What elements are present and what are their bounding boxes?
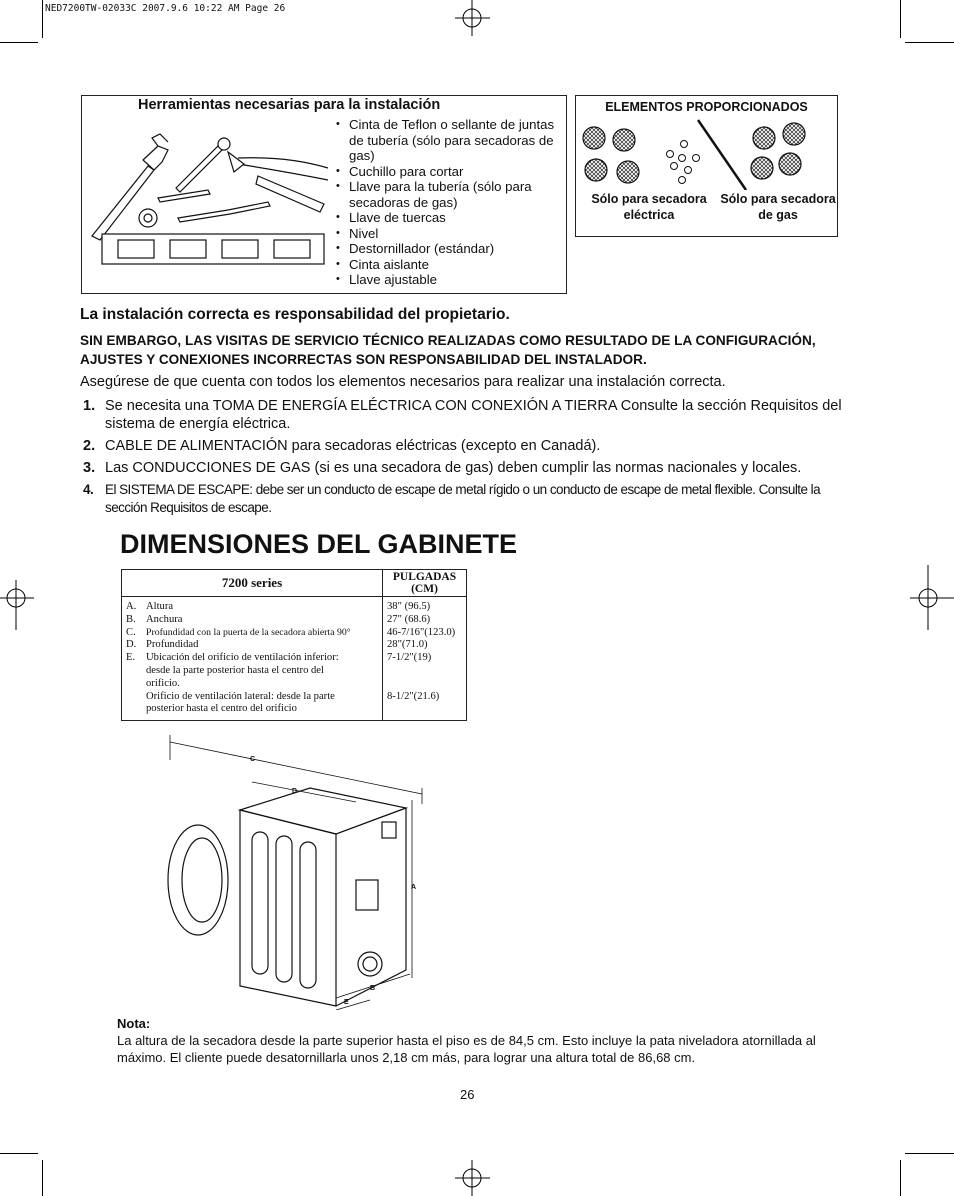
page-number: 26 <box>460 1087 475 1102</box>
tools-list-item: • Cinta aislante <box>336 257 556 273</box>
electric-only-label: Sólo para secadora eléctrica <box>591 192 707 222</box>
step-text: Las CONDUCCIONES DE GAS (si es una secadora de gas) deben cumplir las normas nacionales y locales. <box>105 460 802 476</box>
note-text: La altura de la secadora desde la parte superior hasta el piso es de 84,5 cm. Esto incluye la pata niveladora atornillada al máximo. El cliente puede desatornillarla unos 2,18 cm más, para lograr una altura total de 86,68 cm. <box>117 1033 816 1065</box>
tools-list-item: • Llave ajustable <box>336 272 556 288</box>
dimension-row: D. Profundidad <box>126 639 199 651</box>
step-item <box>83 459 863 477</box>
step-number: 1. <box>83 398 96 414</box>
step-number: 4. <box>83 482 94 497</box>
tools-illustration <box>88 128 333 278</box>
dimension-row: B. Anchura <box>126 613 183 625</box>
tools-list <box>336 117 556 288</box>
supplied-parts-illustration <box>578 118 836 190</box>
dimension-value: 27" (68.6) <box>387 613 431 625</box>
step-text: CABLE DE ALIMENTACIÓN para secadoras eléctricas (excepto en Canadá). <box>105 438 601 454</box>
tools-list-item: • Destornillador (estándar) <box>336 241 556 257</box>
installer-warning: SIN EMBARGO, LAS VISITAS DE SERVICIO TÉCNICO REALIZADAS COMO RESULTADO DE LA CONFIGURACIÓN, AJUSTES Y CONEXIONES INCORRECTAS SON RESPONSABILIDAD DEL INSTALADOR. <box>80 333 816 367</box>
steps-list <box>83 397 863 521</box>
step-text: Se necesita una TOMA DE ENERGÍA ELÉCTRICA CON CONEXIÓN A TIERRA Consulte la sección Requisitos del sistema de energía eléctrica. <box>105 398 842 432</box>
dimension-value: 46-7/16"(123.0) <box>387 626 456 638</box>
supplied-title: ELEMENTOS PROPORCIONADOS <box>605 100 808 114</box>
units-header: PULGADAS (CM) <box>383 570 467 597</box>
tools-list-item: • Llave para la tubería (sólo para secadoras de gas) <box>336 179 556 210</box>
tools-list-item: • Cuchillo para cortar <box>336 164 556 180</box>
dimension-row: C. Profundidad con la puerta de la secadora abierta 90° <box>126 626 351 638</box>
dimension-labels <box>122 597 383 721</box>
step-number: 3. <box>83 460 96 476</box>
diagram-label-c: C <box>250 756 256 763</box>
dimension-value: 28"(71.0) <box>387 639 428 651</box>
dimension-row: Orificio de ventilación lateral: desde la parte posterior hasta el centro del orificio <box>146 690 335 715</box>
tools-title: Herramientas necesarias para la instalación <box>138 97 441 113</box>
diagram-label-b: B <box>370 985 376 992</box>
tools-list-item: • Cinta de Teflon o sellante de juntas de tubería (sólo para secadoras de gas) <box>336 117 556 164</box>
dimension-values <box>383 597 467 721</box>
dimension-value: 8-1/2"(21.6) <box>387 690 440 702</box>
intro-text: Asegúrese de que cuenta con todos los elementos necesarios para realizar una instalación correcta. <box>80 374 726 390</box>
step-item <box>83 437 863 455</box>
responsibility-heading: La instalación correcta es responsabilidad del propietario. <box>80 306 510 323</box>
note-label: Nota: <box>117 1016 151 1031</box>
diagram-label-e: E <box>344 999 349 1006</box>
step-item <box>83 481 863 517</box>
dimension-value: 38" (96.5) <box>387 601 431 612</box>
table-title: 7200 series <box>122 570 383 597</box>
print-header: NED7200TW-02033C 2007.9.6 10:22 AM Page 26 <box>45 3 286 14</box>
step-text: El SISTEMA DE ESCAPE: debe ser un conducto de escape de metal rígido o un conducto de escape de metal flexible. Consulte la sección Requisitos de escape. <box>105 482 821 515</box>
dryer-dimension-diagram <box>160 730 440 1010</box>
gas-only-label: Sólo para secadora de gas <box>720 192 836 222</box>
dimension-value: 7-1/2"(19) <box>387 652 432 664</box>
dimensions-table <box>121 569 467 721</box>
diagram-label-d: D <box>292 788 298 795</box>
dimension-row: A. Altura <box>126 601 174 612</box>
step-item <box>83 397 863 433</box>
dimensions-heading: DIMENSIONES DEL GABINETE <box>120 529 518 559</box>
dimension-row: E. Ubicación del orificio de ventilación inferior: desde la parte posterior hasta el centro del orificio. <box>126 652 339 689</box>
tools-list-item: • Llave de tuercas <box>336 210 556 226</box>
step-number: 2. <box>83 438 96 454</box>
diagram-label-a: A <box>411 884 417 891</box>
tools-list-item: • Nivel <box>336 226 556 242</box>
